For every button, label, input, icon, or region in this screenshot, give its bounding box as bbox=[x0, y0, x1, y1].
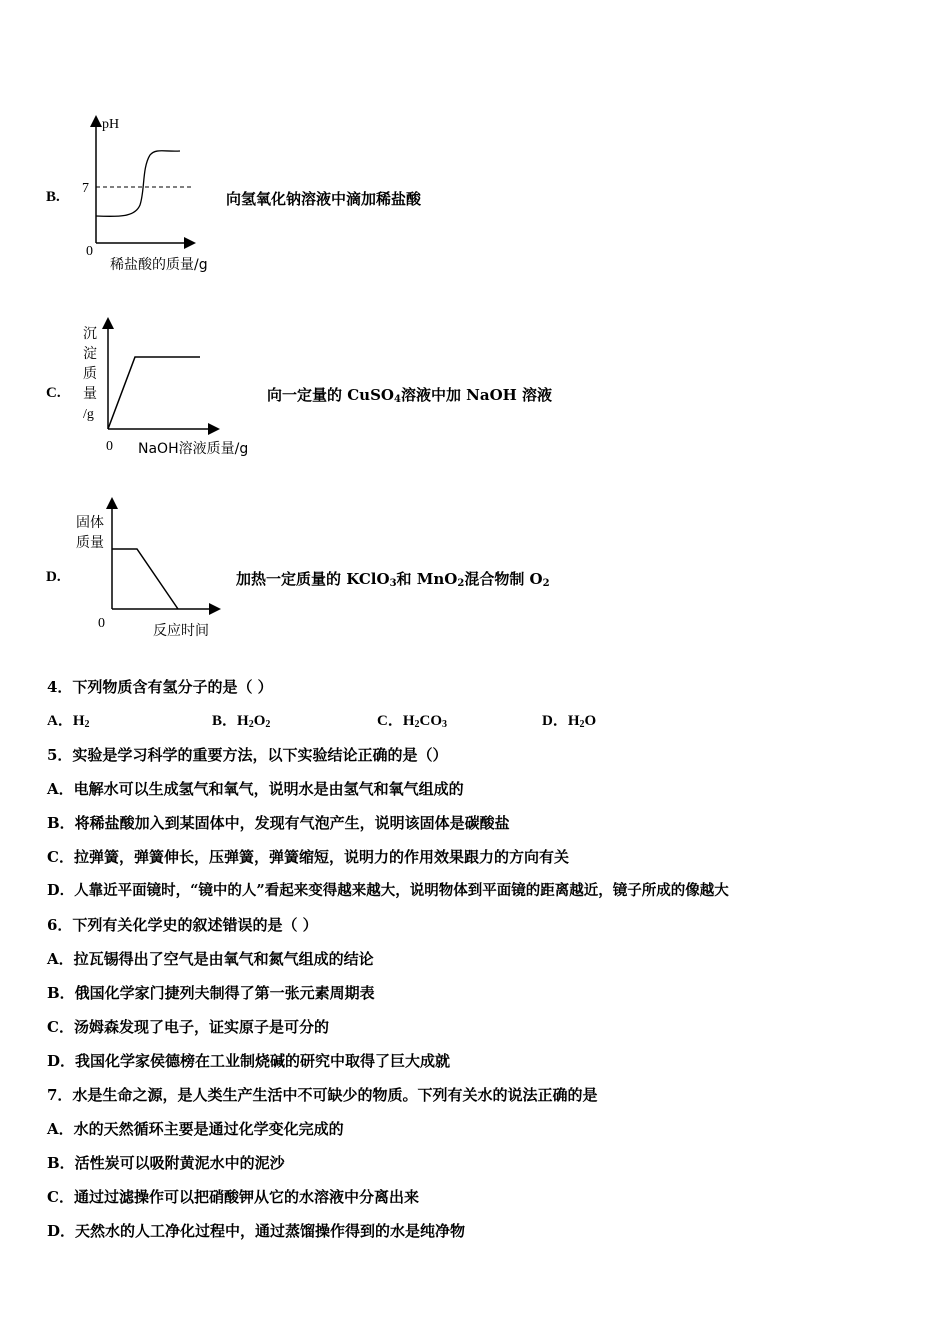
option-d-ylabel-1: 固体 bbox=[76, 515, 104, 531]
option-d-caption-mid: 和 MnO bbox=[396, 570, 458, 588]
option-b-curve bbox=[96, 151, 180, 217]
option-d-caption-sub2: 2 bbox=[457, 578, 465, 589]
option-b-letter: B. bbox=[46, 189, 60, 205]
option-c-ylabel-4: 量 bbox=[83, 386, 97, 402]
q6-stem: 6．下列有关化学史的叙述错误的是（ ） bbox=[47, 916, 318, 934]
option-b-caption: 向氢氧化钠溶液中滴加稀盐酸 bbox=[226, 190, 422, 208]
option-d-ylabel-2: 质量 bbox=[76, 535, 104, 551]
q4-option-b-letter: B． bbox=[212, 713, 238, 729]
q7-option-a[interactable]: A．水的天然循环主要是通过化学变化完成的 bbox=[47, 1120, 344, 1138]
q6-option-b[interactable]: B．俄国化学家门捷列夫制得了第一张元素周期表 bbox=[47, 984, 375, 1002]
q5-option-c[interactable]: C．拉弹簧，弹簧伸长，压弹簧，弹簧缩短，说明力的作用效果跟力的方向有关 bbox=[47, 848, 569, 866]
option-d-caption-sub3: 2 bbox=[542, 578, 550, 589]
q4-option-a-letter: A． bbox=[47, 713, 73, 729]
q7-option-b[interactable]: B．活性炭可以吸附黄泥水中的泥沙 bbox=[47, 1154, 285, 1172]
option-c-caption-pre: 向一定量的 CuSO bbox=[267, 386, 394, 404]
option-d-caption-sub1: 3 bbox=[389, 578, 397, 589]
option-b-chart bbox=[80, 110, 240, 275]
option-d-xlabel: 反应时间 bbox=[153, 623, 209, 639]
option-c-ylabel-3: 质 bbox=[83, 366, 97, 382]
q4-option-c-sub: 2 bbox=[414, 719, 420, 730]
q4-option-b-main: H bbox=[237, 713, 249, 729]
q7-option-d[interactable]: D．天然水的人工净化过程中，通过蒸馏操作得到的水是纯净物 bbox=[47, 1222, 466, 1240]
option-c-letter: C. bbox=[46, 385, 61, 401]
q4-option-c-rest: CO bbox=[419, 713, 443, 729]
option-b-ylabel: pH bbox=[102, 117, 120, 132]
option-d-caption bbox=[236, 568, 550, 589]
option-c-ylabel-5: /g bbox=[83, 407, 94, 422]
q4-option-b[interactable] bbox=[212, 711, 270, 731]
q4-option-d[interactable] bbox=[542, 711, 596, 731]
option-c-xlabel: NaOH溶液质量/g bbox=[138, 441, 249, 457]
q5-option-b[interactable]: B．将稀盐酸加入到某固体中，发现有气泡产生，说明该固体是碳酸盐 bbox=[47, 814, 510, 832]
q5-stem: 5．实验是学习科学的重要方法，以下实验结论正确的是（） bbox=[47, 746, 448, 764]
q7-stem: 7．水是生命之源，是人类生产生活中不可缺少的物质。下列有关水的说法正确的是 bbox=[47, 1086, 598, 1104]
q6-option-c[interactable]: C．汤姆森发现了电子，证实原子是可分的 bbox=[47, 1018, 329, 1036]
q5-option-d[interactable]: D．人靠近平面镜时，“镜中的人”看起来变得越来越大，说明物体到平面镜的距离越近，镜子所成的像越大 bbox=[47, 882, 729, 899]
q6-option-a[interactable]: A．拉瓦锡得出了空气是由氧气和氮气组成的结论 bbox=[47, 950, 374, 968]
option-c-curve bbox=[108, 357, 200, 429]
q4-option-d-letter: D． bbox=[542, 713, 568, 729]
q4-option-d-rest: O bbox=[584, 713, 597, 729]
option-c-ylabel-1: 沉 bbox=[83, 326, 97, 342]
q4-option-b-sub2: 2 bbox=[265, 719, 271, 730]
q4-option-b-sub: 2 bbox=[248, 719, 254, 730]
q6-option-d[interactable]: D．我国化学家侯德榜在工业制烧碱的研究中取得了巨大成就 bbox=[47, 1052, 451, 1070]
q4-option-c-sub2: 3 bbox=[442, 719, 448, 730]
option-c-caption bbox=[267, 384, 552, 405]
option-b-origin: 0 bbox=[86, 244, 93, 259]
option-d-caption-pre: 加热一定质量的 KClO bbox=[236, 570, 390, 588]
option-d-caption-mid2: 混合物制 O bbox=[464, 570, 543, 588]
q4-option-d-main: H bbox=[567, 713, 580, 729]
q4-stem: 4．下列物质含有氢分子的是（ ） bbox=[47, 678, 273, 696]
q7-option-c[interactable]: C．通过过滤操作可以把硝酸钾从它的水溶液中分离出来 bbox=[47, 1188, 419, 1206]
option-c-ylabel-2: 淀 bbox=[83, 346, 97, 362]
option-d-letter: D. bbox=[46, 569, 61, 585]
q4-option-c[interactable] bbox=[377, 711, 447, 731]
option-b-ref-label: 7 bbox=[82, 181, 89, 196]
q4-option-a[interactable] bbox=[47, 711, 90, 731]
q4-option-b-rest: O bbox=[253, 713, 266, 729]
option-c-origin: 0 bbox=[106, 439, 113, 454]
option-c-chart bbox=[75, 312, 275, 462]
q4-option-a-main: H bbox=[72, 713, 85, 729]
option-c-caption-post: 溶液中加 NaOH 溶液 bbox=[400, 386, 553, 404]
option-b-xlabel: 稀盐酸的质量/g bbox=[110, 257, 208, 273]
option-d-curve bbox=[112, 549, 178, 609]
q4-option-c-letter: C． bbox=[377, 713, 403, 729]
option-d-origin: 0 bbox=[98, 616, 105, 631]
q4-option-c-main: H bbox=[402, 713, 415, 729]
option-d-chart bbox=[70, 492, 240, 642]
option-c-caption-sub: 4 bbox=[393, 394, 401, 405]
q5-option-a[interactable]: A．电解水可以生成氢气和氧气，说明水是由氢气和氧气组成的 bbox=[47, 780, 464, 798]
q4-option-a-sub: 2 bbox=[84, 719, 90, 730]
q4-option-d-sub: 2 bbox=[579, 719, 585, 730]
